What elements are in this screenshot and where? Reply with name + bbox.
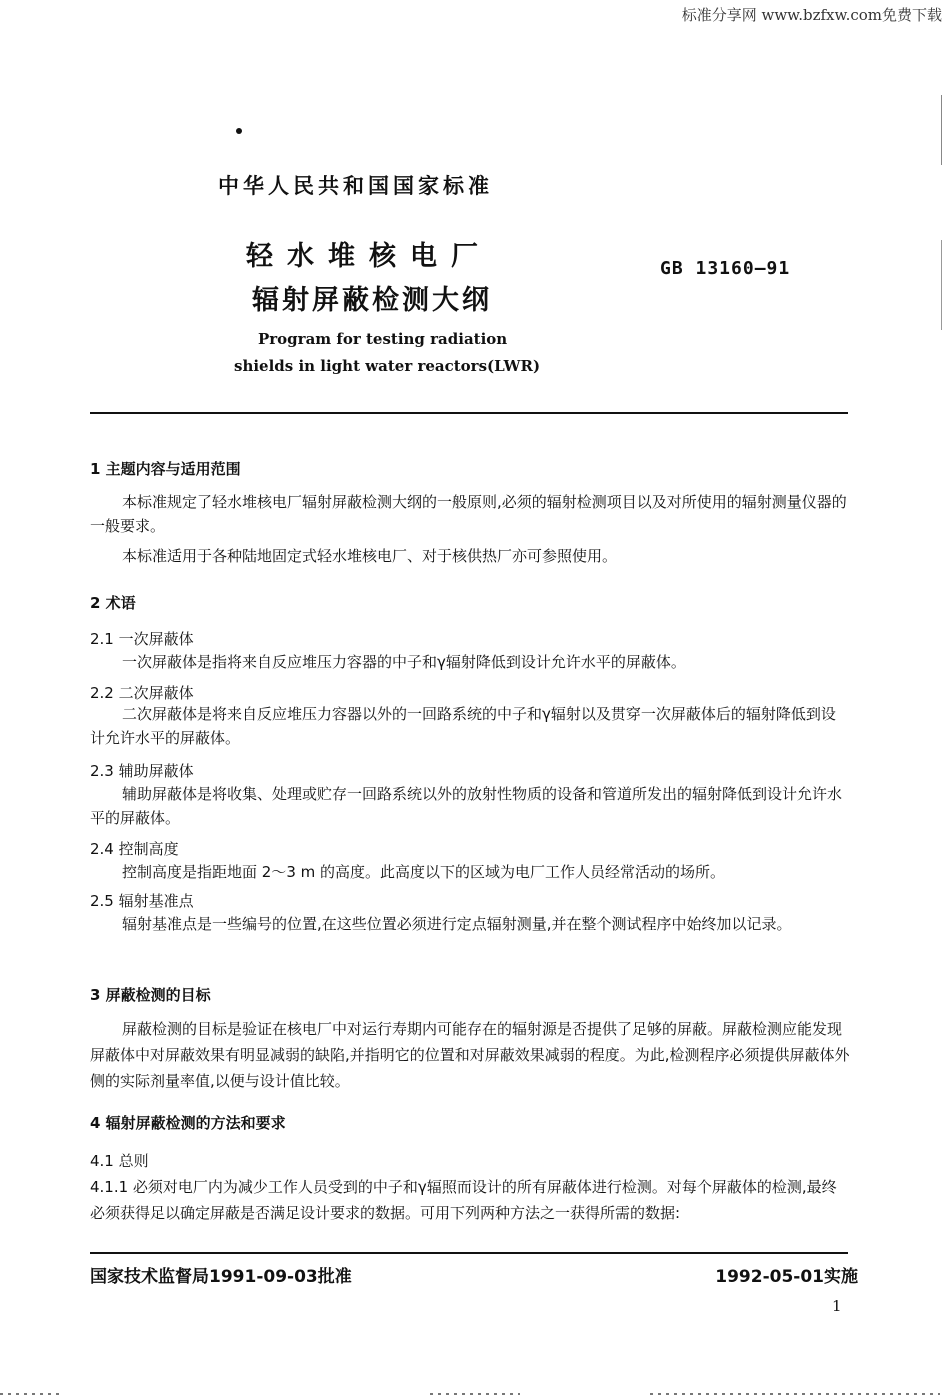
national-standard-heading: 中华人民共和国国家标准 <box>218 174 493 198</box>
standard-number: GB 13160—91 <box>660 258 791 279</box>
term-2-2-heading: 2.2 二次屏蔽体 <box>90 684 194 702</box>
section-1-heading: 1 主题内容与适用范围 <box>90 460 241 478</box>
section-3-heading: 3 屏蔽检测的目标 <box>90 986 211 1004</box>
implementation-date: 1992-05-01实施 <box>715 1267 858 1287</box>
header-divider <box>90 412 848 414</box>
term-2-3-body: 辅助屏蔽体是将收集、处理或贮存一回路系统以外的放射性物质的设备和管道所发出的辐射降低到设计允许水平的屏蔽体。 <box>90 785 843 827</box>
section-1-paragraph-1: 本标准规定了轻水堆核电厂辐射屏蔽检测大纲的一般原则,必须的辐射检测项目以及对所使用的辐射测量仪器的一般要求。 <box>90 493 847 535</box>
approval-line: 国家技术监督局1991-09-03批准 <box>90 1267 352 1287</box>
scan-edge-line <box>941 240 942 330</box>
clause-4-1-heading: 4.1 总则 <box>90 1152 149 1170</box>
english-title-line2: shields in light water reactors(LWR) <box>234 357 541 375</box>
term-2-5-heading: 2.5 辐射基准点 <box>90 892 194 910</box>
term-2-4-heading: 2.4 控制高度 <box>90 840 179 858</box>
term-2-4-body: 控制高度是指距地面 2～3 m 的高度。此高度以下的区域为电厂工作人员经常活动的场所。 <box>122 863 726 881</box>
term-2-1-body: 一次屏蔽体是指将来自反应堆压力容器的中子和γ辐射降低到设计允许水平的屏蔽体。 <box>122 653 686 671</box>
document-title-line1: 轻水堆核电厂 <box>246 241 492 272</box>
page-number: 1 <box>832 1297 842 1315</box>
section-3-paragraph: 屏蔽检测的目标是验证在核电厂中对运行寿期内可能存在的辐射源是否提供了足够的屏蔽。屏蔽检测应能发现屏蔽体中对屏蔽效果有明显减弱的缺陷,并指明它的位置和对屏蔽效果减弱的程度。为此,检测程序必须提供屏蔽体外侧的实际剂量率值,以便与设计值比较。 <box>90 1020 850 1090</box>
term-2-1-heading: 2.1 一次屏蔽体 <box>90 630 194 648</box>
scan-noise <box>0 1393 60 1395</box>
term-2-2-body: 二次屏蔽体是将来自反应堆压力容器以外的一回路系统的中子和γ辐射以及贯穿一次屏蔽体后的辐射降低到设计允许水平的屏蔽体。 <box>90 705 836 747</box>
term-2-3-heading: 2.3 辅助屏蔽体 <box>90 762 194 780</box>
scan-speck <box>236 128 242 134</box>
scan-noise <box>650 1393 940 1395</box>
scan-noise <box>430 1393 520 1395</box>
section-1-paragraph-2: 本标准适用于各种陆地固定式轻水堆核电厂、对于核供热厂亦可参照使用。 <box>122 547 618 565</box>
watermark-text: 标准分享网 www.bzfxw.com免费下载 <box>681 6 942 24</box>
section-2-heading: 2 术语 <box>90 594 136 612</box>
clause-4-1-1-body: 4.1.1 必须对电厂内为减少工作人员受到的中子和γ辐照而设计的所有屏蔽体进行检测。对每个屏蔽体的检测,最终必须获得足以确定屏蔽是否满足设计要求的数据。可用下列两种方法之一获得所需的数据: <box>90 1178 837 1222</box>
footer-divider <box>90 1252 848 1254</box>
document-title-line2: 辐射屏蔽检测大纲 <box>252 285 492 316</box>
term-2-5-body: 辐射基准点是一些编号的位置,在这些位置必须进行定点辐射测量,并在整个测试程序中始终加以记录。 <box>122 915 792 933</box>
scan-edge-line <box>941 95 942 165</box>
english-title-line1: Program for testing radiation <box>258 330 508 348</box>
section-4-heading: 4 辐射屏蔽检测的方法和要求 <box>90 1114 286 1132</box>
